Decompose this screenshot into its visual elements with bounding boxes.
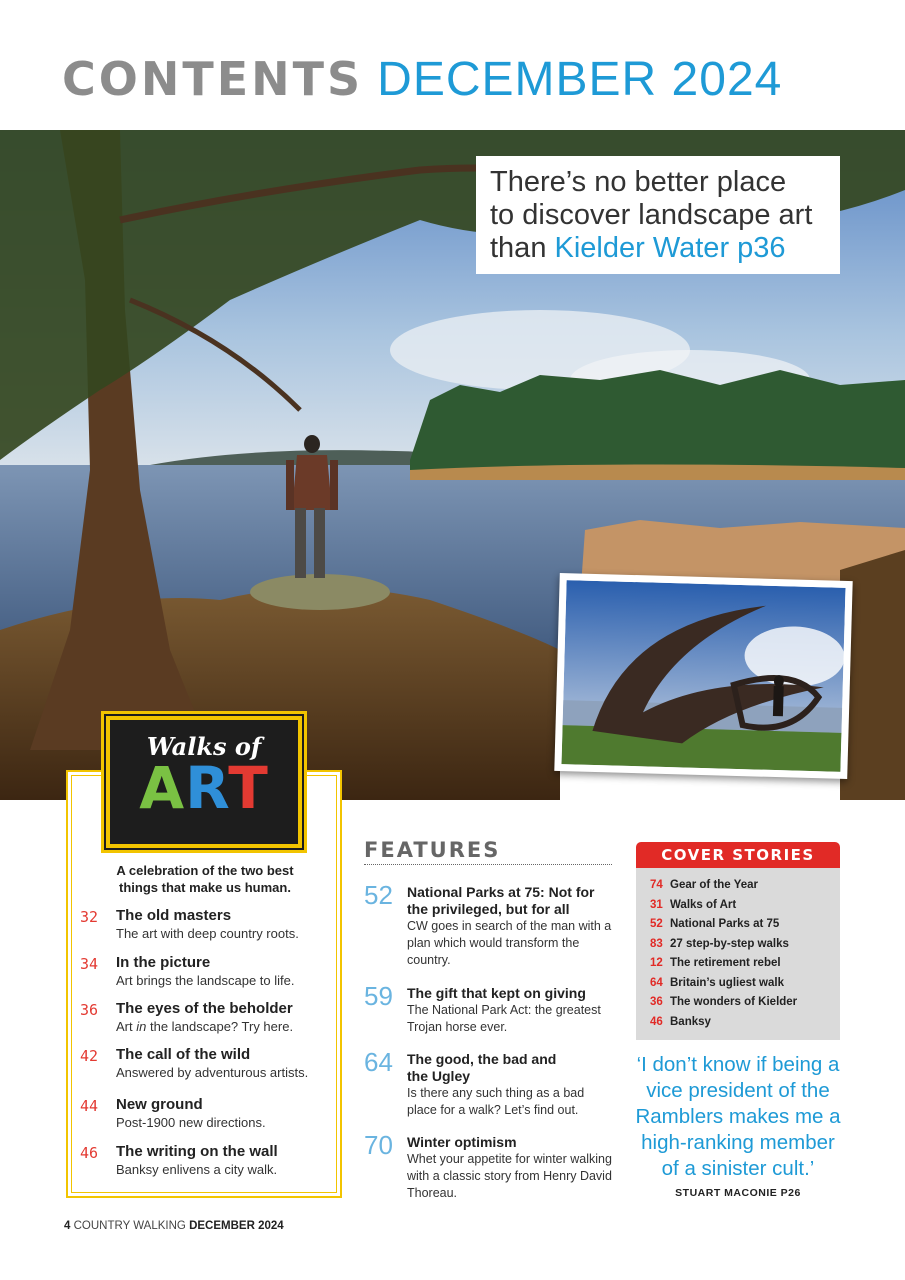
cover-label: National Parks at 75 <box>670 918 780 930</box>
cover-label: The retirement rebel <box>670 957 781 969</box>
magazine-name: COUNTRY WALKING <box>73 1220 186 1232</box>
art-item-title: The call of the wild <box>116 1046 251 1063</box>
art-item-desc: Art in the landscape? Try here. <box>116 1019 294 1034</box>
inset-photo-sculpture <box>554 573 852 779</box>
cover-page-number: 64 <box>650 976 663 989</box>
page-number: 4 <box>64 1220 71 1232</box>
badge-letter-r: R <box>185 754 229 822</box>
callout-line-2: to discover landscape art <box>490 199 813 231</box>
cover-story-item[interactable] <box>650 938 789 950</box>
cover-story-item[interactable] <box>650 879 758 891</box>
cover-page-number: 83 <box>650 937 663 950</box>
cover-page-number: 52 <box>650 918 663 930</box>
walks-of-art-badge <box>106 716 302 848</box>
feature-title: National Parks at 75: Not for the privileged, but for all <box>407 884 595 917</box>
art-item-desc: Post-1900 new directions. <box>116 1115 266 1130</box>
feature-desc: The National Park Act: the greatest Trojan horse ever. <box>407 1003 601 1034</box>
pull-quote: ‘I don’t know if being a vice president of the Ramblers makes me a high-ranking member of a sinister cult.’ <box>635 1053 841 1180</box>
feature-page-number: 59 <box>364 981 393 1011</box>
badge-art-text <box>110 754 298 822</box>
art-item-desc: The art with deep country roots. <box>116 926 299 941</box>
cover-page-number: 74 <box>650 879 663 891</box>
cover-story-item[interactable] <box>650 957 781 969</box>
walks-of-art-intro: A celebration of the two best things that make us human. <box>116 863 294 895</box>
cover-label: Britain’s ugliest walk <box>670 976 784 989</box>
cover-story-item[interactable] <box>650 1016 711 1028</box>
art-item-desc: Banksy enlivens a city walk. <box>116 1162 278 1177</box>
page-footer <box>64 1220 284 1232</box>
contents-heading: CONTENTS <box>62 52 364 106</box>
standing-rock <box>250 574 390 610</box>
art-item-title: The eyes of the beholder <box>116 1000 293 1017</box>
art-item-title: New ground <box>116 1096 203 1113</box>
cover-story-item[interactable] <box>650 899 736 911</box>
art-page-number: 36 <box>80 1001 99 1019</box>
inset-illustration <box>561 580 845 772</box>
hero-callout <box>476 156 840 274</box>
feature-page-number: 52 <box>364 880 393 910</box>
cover-story-item[interactable] <box>650 996 797 1008</box>
feature-page-number: 64 <box>364 1047 393 1077</box>
feature-page-number: 70 <box>364 1130 393 1160</box>
badge-letter-t: T <box>228 754 269 822</box>
cover-page-number: 46 <box>650 1015 663 1028</box>
feature-desc: Is there any such thing as a bad place for a walk? Let’s find out. <box>407 1086 585 1117</box>
callout-line-1: There’s no better place <box>490 166 787 198</box>
art-item-title: In the picture <box>116 954 211 971</box>
art-page-number: 46 <box>80 1144 99 1162</box>
cover-story-item[interactable] <box>650 977 784 989</box>
cover-stories-list <box>636 868 840 1040</box>
art-page-number: 34 <box>80 955 99 973</box>
cover-label: Gear of the Year <box>670 879 758 891</box>
cover-label: 27 step-by-step walks <box>670 937 789 950</box>
cover-page-number: 36 <box>650 996 663 1008</box>
badge-script-text: Walks of <box>146 732 262 761</box>
features-heading: FEATURES <box>364 838 612 865</box>
cover-page-number: 31 <box>650 898 663 911</box>
art-item-title: The old masters <box>116 907 232 924</box>
issue-date-heading: DECEMBER 2024 <box>377 53 783 106</box>
cover-stories-heading: COVER STORIES <box>636 842 840 868</box>
feature-desc: Whet your appetite for winter walking with a classic story from Henry David Thoreau. <box>407 1152 612 1200</box>
art-page-number: 42 <box>80 1047 99 1065</box>
page-title <box>62 52 782 112</box>
cover-label: The wonders of Kielder <box>670 996 798 1008</box>
callout-page-link[interactable]: Kielder Water p36 <box>554 232 786 264</box>
sculpture-figure <box>773 675 784 716</box>
emphasis-in: in <box>136 1019 147 1034</box>
callout-line-3: than <box>490 232 555 264</box>
cover-label: Walks of Art <box>670 898 737 911</box>
cover-label: Banksy <box>670 1015 711 1028</box>
footer-issue: DECEMBER 2024 <box>189 1220 284 1232</box>
feature-desc: CW goes in search of the man with a plan which would transform the country. <box>407 919 612 967</box>
art-page-number: 44 <box>80 1097 99 1115</box>
art-item-desc: Art brings the landscape to life. <box>116 973 295 988</box>
quote-author: STUART MACONIE P26 <box>675 1187 801 1199</box>
art-page-number: 32 <box>80 908 99 926</box>
art-item-desc: Answered by adventurous artists. <box>116 1065 309 1080</box>
feature-title: The good, the bad and the Ugley <box>407 1051 557 1084</box>
cover-page-number: 12 <box>650 957 663 969</box>
cover-story-item[interactable] <box>650 918 779 930</box>
feature-title: Winter optimism <box>407 1134 517 1150</box>
art-item-title: The writing on the wall <box>116 1143 278 1160</box>
badge-letter-a: A <box>139 754 186 822</box>
feature-title: The gift that kept on giving <box>407 985 586 1001</box>
